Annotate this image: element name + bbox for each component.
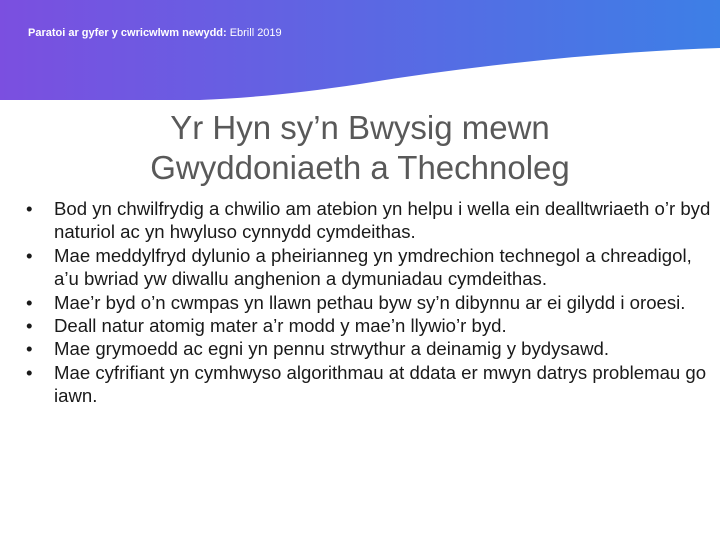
bullet-text: Mae meddylfryd dylunio a pheirianneg yn ymdrechion technegol a chreadigol, a’u bwriad yw diwallu anghenion a dymuniadau cymdeithas. xyxy=(54,244,692,290)
bullet-text: Mae cyfrifiant yn cymhwyso algorithmau at ddata er mwyn datrys problemau go iawn. xyxy=(54,361,707,407)
bullet-dot: • xyxy=(26,244,33,266)
bullet-dot: • xyxy=(26,361,33,383)
bullet-dot: • xyxy=(26,291,33,313)
header-banner xyxy=(0,0,720,100)
bullet-dot: • xyxy=(26,315,33,337)
slide-title-line-1: Yr Hyn sy’n Bwysig mewn xyxy=(170,109,550,146)
bullet-item xyxy=(0,291,720,314)
bullet-item xyxy=(0,337,720,360)
bullet-item xyxy=(0,197,720,244)
header-caption-date: Ebrill 2019 xyxy=(229,27,282,39)
bullet-text: Bod yn chwilfrydig a chwilio am atebion yn helpu i wella ein dealltwriaeth o’r byd naturiol ac yn hwyluso cynnydd cymdeithas. xyxy=(54,198,711,243)
slide-title xyxy=(0,108,720,188)
bullet-dot: • xyxy=(26,198,33,219)
header-banner-shape xyxy=(0,0,720,100)
bullet-item xyxy=(0,361,720,408)
bullet-item xyxy=(0,314,720,337)
bullet-text: Mae’r byd o’n cwmpas yn llawn pethau byw sy’n dibynnu ar ei gilydd i oroesi. xyxy=(54,291,686,313)
bullet-text: Deall natur atomig mater a’r modd y mae’n llywio’r byd. xyxy=(54,315,507,337)
header-caption-bold: Paratoi ar gyfer y cwricwlwm newydd: xyxy=(28,27,227,39)
bullet-item xyxy=(0,244,720,291)
bullet-text: Mae grymoedd ac egni yn pennu strwythur a deinamig y bydysawd. xyxy=(54,338,610,360)
bullet-dot: • xyxy=(26,338,33,360)
bullet-list xyxy=(0,197,720,408)
header-caption xyxy=(28,27,282,39)
slide-title-line-2: Gwyddoniaeth a Thechnoleg xyxy=(150,149,570,186)
